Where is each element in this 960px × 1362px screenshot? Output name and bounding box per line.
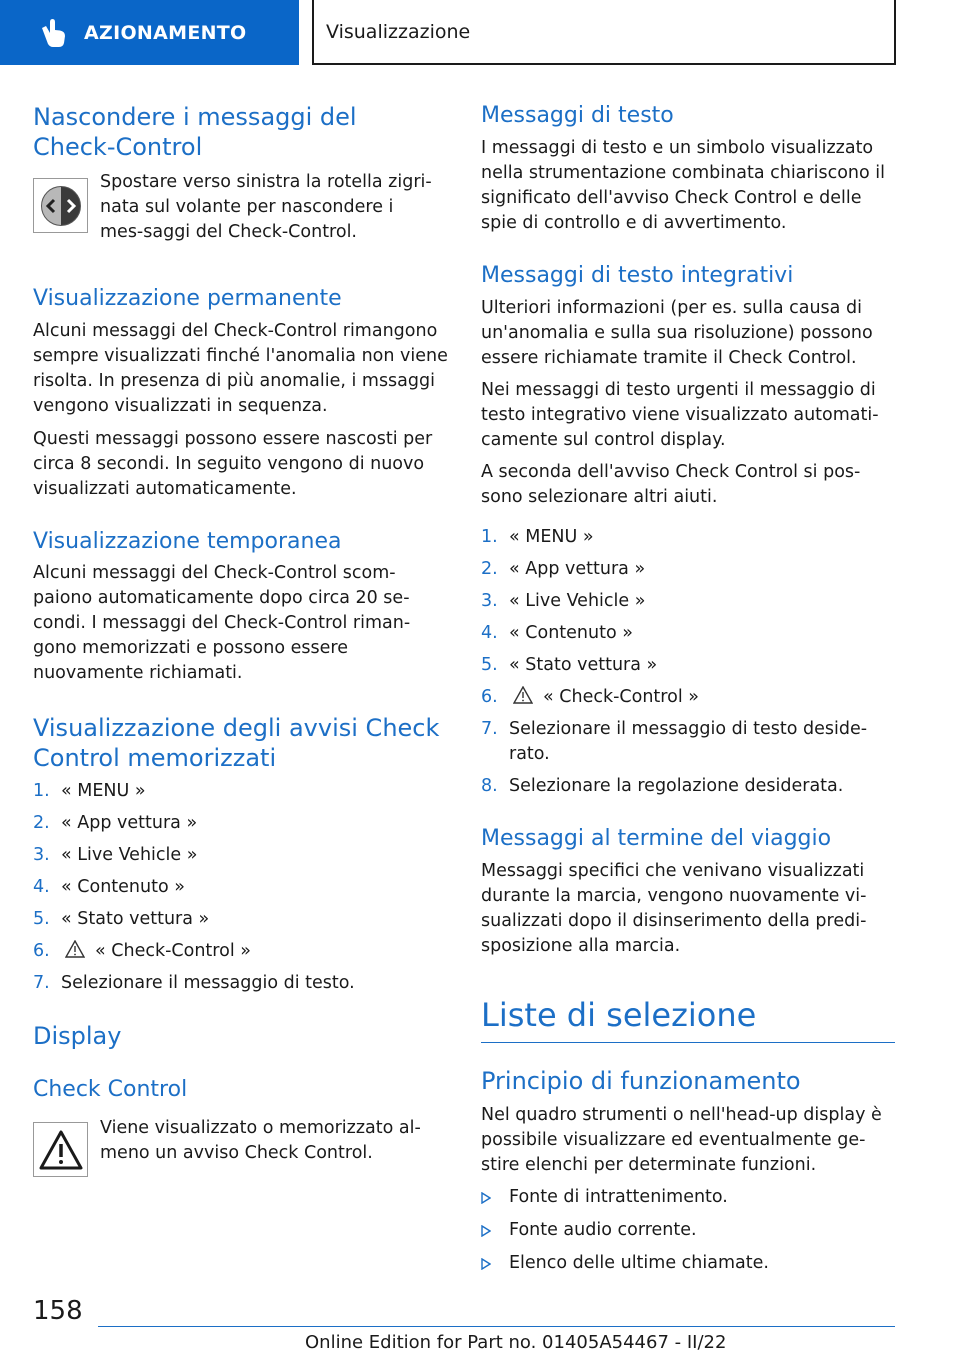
warning-triangle-icon: [33, 1122, 88, 1177]
heading-check-control: Check Control: [33, 1077, 188, 1102]
warning-triangle-icon: [65, 940, 85, 958]
lists-bullets: [481, 1185, 897, 1284]
list-item: 5. « Stato vettura »: [33, 909, 210, 929]
heading-supplementary: Messaggi di testo integrativi: [481, 263, 794, 288]
list-item: 2. « App vettura »: [33, 813, 198, 833]
supplementary-p3: A seconda dell'avviso Check Control si pos-sono selezionare altri aiuti.: [481, 462, 861, 507]
list-item: 4. « Contenuto »: [481, 623, 633, 643]
heading-display: Display: [33, 1022, 122, 1050]
list-item: 6. « Check-Control »: [481, 687, 699, 707]
stored-steps-list: [33, 779, 451, 1003]
list-item: 1. « MENU »: [481, 527, 594, 547]
pointing-hand-icon: [36, 16, 70, 50]
heading-operating-principle: Principio di funzionamento: [481, 1067, 801, 1095]
chapter-title: Visualizzazione: [326, 20, 471, 43]
hide-instruction-text: Spostare verso sinistra la rotella zigri-nata sul volante per nascondere i mes-saggi del Check-Control.: [100, 172, 432, 242]
permanent-p2: Questi messaggi possono essere nascosti per circa 8 secondi. In seguito vengono di nuovo visualizzati automaticamente.: [33, 429, 433, 499]
list-item: 1. « MENU »: [33, 781, 146, 801]
list-item: 7. Selezionare il messaggio di testo deside-rato.: [481, 719, 868, 764]
heading-end-trip: Messaggi al termine del viaggio: [481, 826, 832, 851]
list-item: Elenco delle ultime chiamate.: [481, 1251, 897, 1276]
supplementary-p1: Ulteriori informazioni (per es. sulla causa di un'anomalia e sulla sua risoluzione) possono essere richiamate tramite il Check Control.: [481, 298, 873, 368]
footer-edition: Online Edition for Part no. 01405A54467 - II/22: [305, 1332, 727, 1353]
lists-p1: Nel quadro strumenti o nell'head-up display è possibile visualizzare ed eventualmente ge-stire elenchi per determinate funzioni.: [481, 1105, 882, 1175]
list-item: 2. « App vettura »: [481, 559, 646, 579]
supplementary-p2: Nei messaggi di testo urgenti il messaggio di testo integrativo viene visualizzato automati-camente sul control display.: [481, 380, 879, 450]
text-messages-p1: I messaggi di testo e un simbolo visualizzato nella strumentazione combinata chiariscono il significato dell'avviso Check Control e delle spie di controllo e di avvertimento.: [481, 138, 885, 233]
list-item: 4. « Contenuto »: [33, 877, 185, 897]
list-item: Fonte audio corrente.: [481, 1218, 897, 1243]
section-tab-label: AZIONAMENTO: [84, 21, 247, 44]
supplementary-steps-list: [481, 525, 897, 806]
section-divider: [481, 1042, 895, 1043]
heading-hide-messages: Nascondere i messaggi del Check-Control: [33, 103, 357, 161]
bullet-triangle-icon: [481, 1258, 491, 1270]
chapter-header: [312, 0, 896, 65]
heading-permanent: Visualizzazione permanente: [33, 286, 342, 311]
check-control-info: [33, 1118, 451, 1177]
list-item: 8. Selezionare la regolazione desiderata.: [481, 776, 844, 796]
end-trip-p1: Messaggi specifici che venivano visualizzati durante la marcia, vengono nuovamente vi-sualizzati dopo il disinserimento della predi-sposizione alla marcia.: [481, 861, 867, 956]
list-item: 6. « Check-Control »: [33, 941, 251, 961]
list-item: 3. « Live Vehicle »: [33, 845, 198, 865]
heading-temporary: Visualizzazione temporanea: [33, 529, 342, 554]
warning-triangle-icon: [513, 686, 533, 704]
heading-selection-lists: Liste di selezione: [481, 996, 757, 1034]
list-item: 3. « Live Vehicle »: [481, 591, 646, 611]
page-number: 158: [33, 1296, 83, 1326]
footer-divider: [98, 1326, 895, 1327]
list-item: Fonte di intrattenimento.: [481, 1185, 897, 1210]
steering-wheel-roller-icon: [33, 178, 88, 233]
permanent-p1: Alcuni messaggi del Check-Control rimangono sempre visualizzati finché l'anomalia non viene risolta. In presenza di più anomalie, i mssaggi vengono visualizzati in sequenza.: [33, 321, 448, 416]
hide-instruction: [33, 172, 451, 245]
heading-text-messages: Messaggi di testo: [481, 103, 674, 128]
list-item: 5. « Stato vettura »: [481, 655, 658, 675]
temporary-p1: Alcuni messaggi del Check-Control scom-paiono automaticamente dopo circa 20 se-condi. I messaggi del Check-Control riman-gono memorizzati e possono essere nuovamente richiamati.: [33, 563, 411, 683]
bullet-triangle-icon: [481, 1225, 491, 1237]
check-control-text: Viene visualizzato o memorizzato al-meno un avviso Check Control.: [100, 1118, 421, 1163]
heading-stored-messages: Visualizzazione degli avvisi Check Control memorizzati: [33, 714, 440, 772]
bullet-triangle-icon: [481, 1192, 491, 1204]
list-item: 7. Selezionare il messaggio di testo.: [33, 973, 355, 993]
section-tab: [0, 0, 299, 65]
